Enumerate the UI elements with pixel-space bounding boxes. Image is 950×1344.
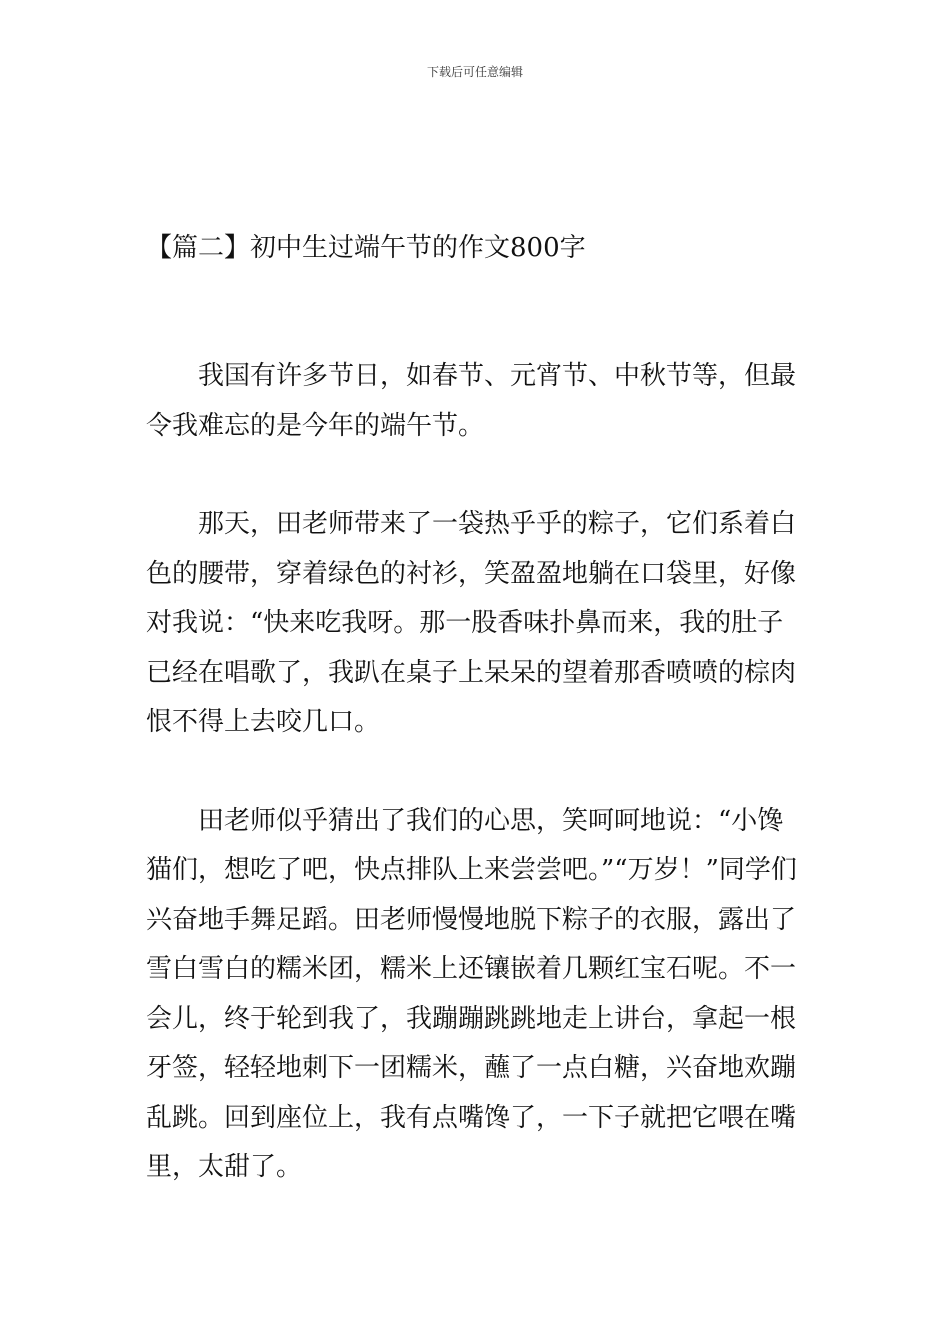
page-header-note: 下载后可任意编辑: [426, 65, 523, 79]
paragraph-3: 田老师似乎猜出了我们的心思，笑呵呵地说：“小馋猫们，想吃了吧，快点排队上来尝尝吧。”“万岁！”同学们兴奋地手舞足蹈。田老师慢慢地脱下粽子的衣服，露出了雪白雪白的糯米团，糯米上还镶嵌着几颗红宝石呢。不一会儿，终于轮到我了，我蹦蹦跳跳地走上讲台，拿起一根牙签，轻轻地刺下一团糯米，蘸了一点白糖，兴奋地欢蹦乱跳。回到座位上，我有点嘴馋了，一下子就把它喂在嘴里，太甜了。: [146, 805, 797, 1182]
paragraph-1: 我国有许多节日，如春节、元宵节、中秋节等，但最令我难忘的是今年的端午节。: [146, 361, 797, 441]
paragraph-2: 那天，田老师带来了一袋热乎乎的粽子，它们系着白色的腰带，穿着绿色的衬衫，笑盈盈地躺在口袋里，好像对我说：“快来吃我呀。那一股香味扑鼻而来，我的肚子已经在唱歌了，我趴在桌子上呆呆的望着那香喷喷的棕肉恨不得上去咬几口。: [146, 509, 797, 737]
article-title: 【篇二】初中生过端午节的作文800字: [146, 233, 586, 263]
article-body: [146, 226, 808, 1193]
